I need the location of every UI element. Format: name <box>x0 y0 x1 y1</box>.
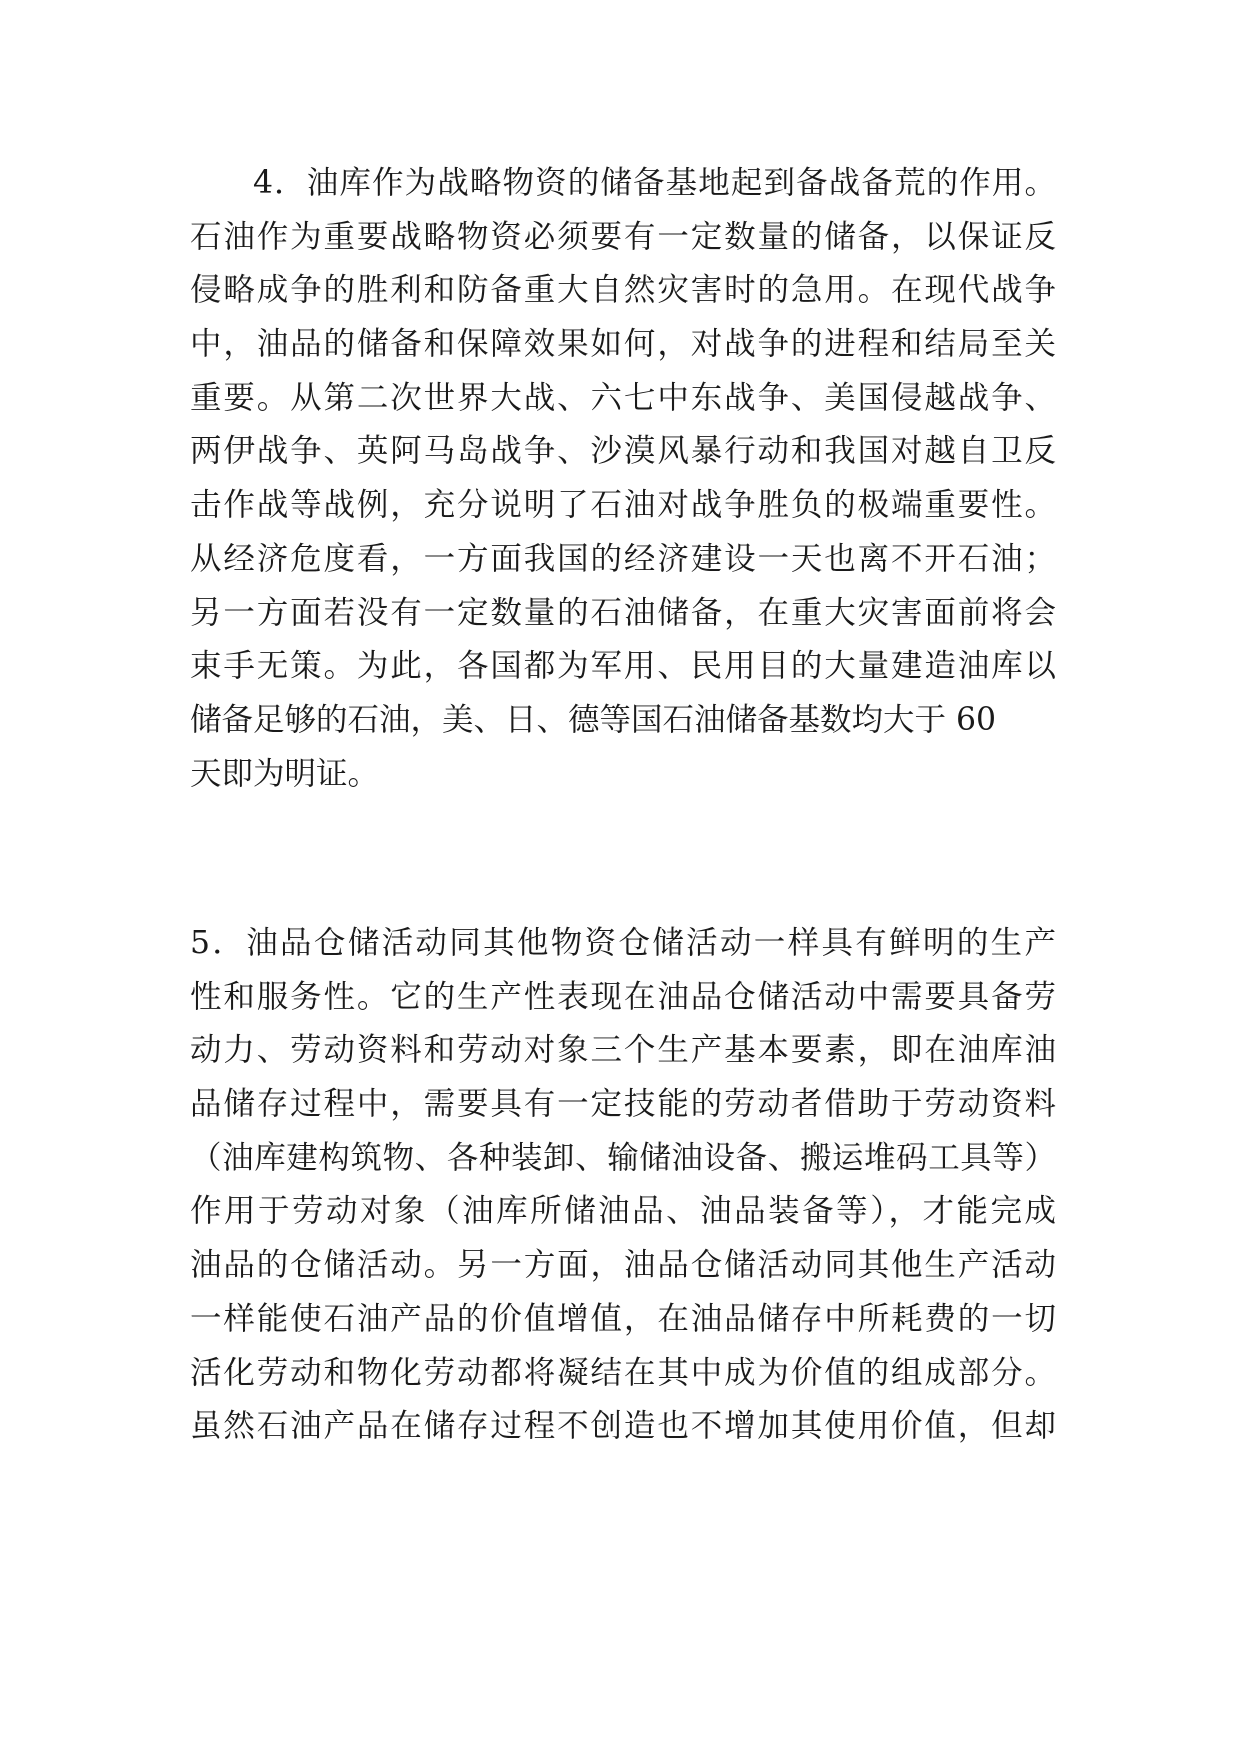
text-line: 另一方面若没有一定数量的石油储备，在重大灾害面前将会 <box>190 594 1056 631</box>
text-line: 活化劳动和物化劳动都将凝结在其中成为价值的组成部分。 <box>190 1354 1056 1391</box>
text-line: 作用于劳动对象（油库所储油品、油品装备等），才能完成 <box>190 1193 1056 1230</box>
text-line: 束手无策。为此，各国都为军用、民用目的大量建造油库以 <box>190 648 1056 685</box>
text-line: 油品的仓储活动。另一方面，油品仓储活动同其他生产活动 <box>190 1247 1056 1284</box>
text-line: 击作战等战例，充分说明了石油对战争胜负的极端重要性。 <box>190 487 1056 524</box>
text-line: 侵略成争的胜利和防备重大自然灾害时的急用。在现代战争 <box>190 272 1056 309</box>
text-line: 天即为明证。 <box>190 755 380 792</box>
text-line: 中，油品的储备和保障效果如何，对战争的进程和结局至关 <box>190 326 1056 363</box>
text-line: 石油作为重要战略物资必须要有一定数量的储备，以保证反 <box>190 218 1056 255</box>
text-line: 4．油库作为战略物资的储备基地起到备战备荒的作用。 <box>253 165 1056 201</box>
text-line: （油库建构筑物、各种装卸、输储油设备、搬运堆码工具等） <box>190 1139 1056 1176</box>
text-line: 储备足够的石油，美、日、德等国石油储备基数均大于 60 <box>190 701 997 738</box>
text-line: 动力、劳动资料和劳动对象三个生产基本要素，即在油库油 <box>190 1032 1056 1069</box>
text-line: 性和服务性。它的生产性表现在油品仓储活动中需要具备劳 <box>190 978 1056 1015</box>
text-line: 5．油品仓储活动同其他物资仓储活动一样具有鲜明的生产 <box>190 925 1056 961</box>
paragraph-item-4 <box>190 157 1056 801</box>
text-line: 品储存过程中，需要具有一定技能的劳动者借助于劳动资料 <box>190 1086 1056 1123</box>
text-line: 虽然石油产品在储存过程不创造也不增加其使用价值，但却 <box>190 1408 1056 1445</box>
text-line: 重要。从第二次世界大战、六七中东战争、美国侵越战争、 <box>190 379 1056 416</box>
text-line: 从经济危度看，一方面我国的经济建设一天也离不开石油； <box>190 540 1056 577</box>
text-line: 两伊战争、英阿马岛战争、沙漠风暴行动和我国对越自卫反 <box>190 433 1056 470</box>
text-line: 一样能使石油产品的价值增值，在油品储存中所耗费的一切 <box>190 1300 1056 1337</box>
paragraph-item-5 <box>190 917 1056 1454</box>
